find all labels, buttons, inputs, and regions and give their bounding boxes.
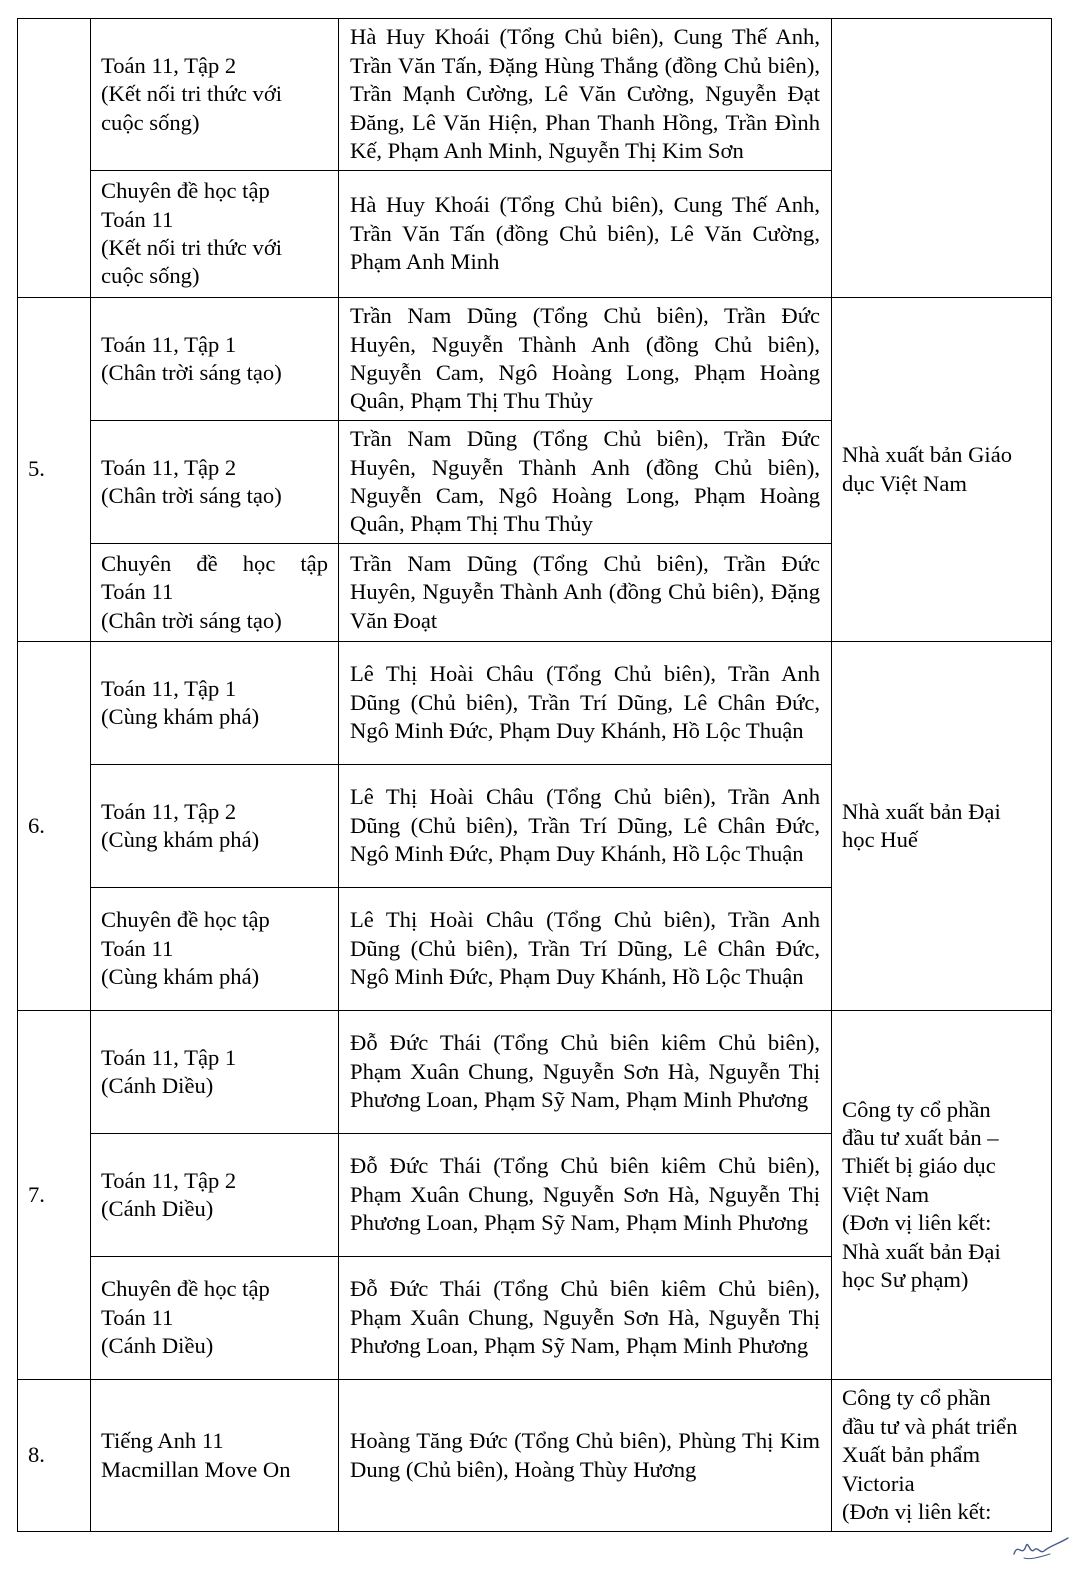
group-number: 5. [18,298,91,642]
group-number: 8. [18,1380,91,1532]
authors-cell: Đỗ Đức Thái (Tổng Chủ biên kiêm Chủ biên), Phạm Xuân Chung, Nguyễn Sơn Hà, Nguyễn Thị Phương Loan, Phạm Sỹ Nam, Phạm Minh Phương [339,1011,832,1134]
group-number [18,19,91,298]
authors-cell: Đỗ Đức Thái (Tổng Chủ biên kiêm Chủ biên), Phạm Xuân Chung, Nguyễn Sơn Hà, Nguyễn Thị Phương Loan, Phạm Sỹ Nam, Phạm Minh Phương [339,1134,832,1257]
book-title-cell: Toán 11, Tập 2 (Cánh Diều) [91,1134,339,1257]
authors-cell: Trần Nam Dũng (Tổng Chủ biên), Trần Đức Huyên, Nguyễn Thành Anh (đồng Chủ biên), Nguyễn Cam, Ngô Hoàng Long, Phạm Hoàng Quân, Phạm Thị Thu Thủy [339,298,832,421]
book-title-cell: Chuyên đề học tập Toán 11 (Cánh Diều) [91,1257,339,1380]
textbook-table [17,18,1052,1532]
book-title-cell: Toán 11, Tập 2 (Cùng khám phá) [91,765,339,888]
publisher-cell: Nhà xuất bản Đại học Huế [832,642,1052,1011]
book-title-cell: Tiếng Anh 11 Macmillan Move On [91,1380,339,1532]
publisher-cell: Công ty cổ phần đầu tư xuất bản – Thiết bị giáo dục Việt Nam (Đơn vị liên kết: Nhà xuất bản Đại học Sư phạm) [832,1011,1052,1380]
book-title-cell: Toán 11, Tập 1 (Cùng khám phá) [91,642,339,765]
table-row [18,1011,1052,1134]
authors-cell: Lê Thị Hoài Châu (Tổng Chủ biên), Trần Anh Dũng (Chủ biên), Trần Trí Dũng, Lê Chân Đức, Ngô Minh Đức, Phạm Duy Khánh, Hồ Lộc Thuận [339,642,832,765]
book-title-cell: Toán 11, Tập 1 (Cánh Diều) [91,1011,339,1134]
authors-cell: Trần Nam Dũng (Tổng Chủ biên), Trần Đức Huyên, Nguyễn Thành Anh (đồng Chủ biên), Nguyễn Cam, Ngô Hoàng Long, Phạm Hoàng Quân, Phạm Thị Thu Thủy [339,421,832,544]
book-title-cell: Chuyên đề học tập Toán 11 (Chân trời sáng tạo) [91,544,339,642]
authors-cell: Hà Huy Khoái (Tổng Chủ biên), Cung Thế Anh, Trần Văn Tấn, Đặng Hùng Thắng (đồng Chủ biên), Trần Mạnh Cường, Lê Văn Cường, Nguyễn Đạt Đăng, Lê Văn Hiện, Phan Thanh Hồng, Trần Đình Kế, Phạm Anh Minh, Nguyễn Thị Kim Sơn [339,19,832,171]
book-title-cell: Chuyên đề học tập Toán 11 (Cùng khám phá) [91,888,339,1011]
group-number: 7. [18,1011,91,1380]
authors-cell: Lê Thị Hoài Châu (Tổng Chủ biên), Trần Anh Dũng (Chủ biên), Trần Trí Dũng, Lê Chân Đức, Ngô Minh Đức, Phạm Duy Khánh, Hồ Lộc Thuận [339,765,832,888]
publisher-cell: Công ty cổ phần đầu tư và phát triển Xuất bản phẩm Victoria (Đơn vị liên kết: [832,1380,1052,1532]
table-row [18,19,1052,171]
authors-cell: Lê Thị Hoài Châu (Tổng Chủ biên), Trần Anh Dũng (Chủ biên), Trần Trí Dũng, Lê Chân Đức, Ngô Minh Đức, Phạm Duy Khánh, Hồ Lộc Thuận [339,888,832,1011]
table-row [18,642,1052,765]
authors-cell: Hà Huy Khoái (Tổng Chủ biên), Cung Thế Anh, Trần Văn Tấn (đồng Chủ biên), Lê Văn Cường, Phạm Anh Minh [339,171,832,298]
authors-cell: Hoàng Tăng Đức (Tổng Chủ biên), Phùng Thị Kim Dung (Chủ biên), Hoàng Thùy Hương [339,1380,832,1532]
publisher-cell [832,19,1052,298]
book-title-cell: Toán 11, Tập 1 (Chân trời sáng tạo) [91,298,339,421]
table-row [18,1380,1052,1532]
group-number: 6. [18,642,91,1011]
book-title-cell: Toán 11, Tập 2 (Chân trời sáng tạo) [91,421,339,544]
signature-mark [1010,1524,1072,1564]
publisher-cell: Nhà xuất bản Giáo dục Việt Nam [832,298,1052,642]
book-title-cell: Chuyên đề học tập Toán 11 (Kết nối tri thức với cuộc sống) [91,171,339,298]
authors-cell: Đỗ Đức Thái (Tổng Chủ biên kiêm Chủ biên), Phạm Xuân Chung, Nguyễn Sơn Hà, Nguyễn Thị Phương Loan, Phạm Sỹ Nam, Phạm Minh Phương [339,1257,832,1380]
table-row [18,298,1052,421]
authors-cell: Trần Nam Dũng (Tổng Chủ biên), Trần Đức Huyên, Nguyễn Thành Anh (đồng Chủ biên), Đặng Văn Đoạt [339,544,832,642]
book-title-cell: Toán 11, Tập 2 (Kết nối tri thức với cuộc sống) [91,19,339,171]
